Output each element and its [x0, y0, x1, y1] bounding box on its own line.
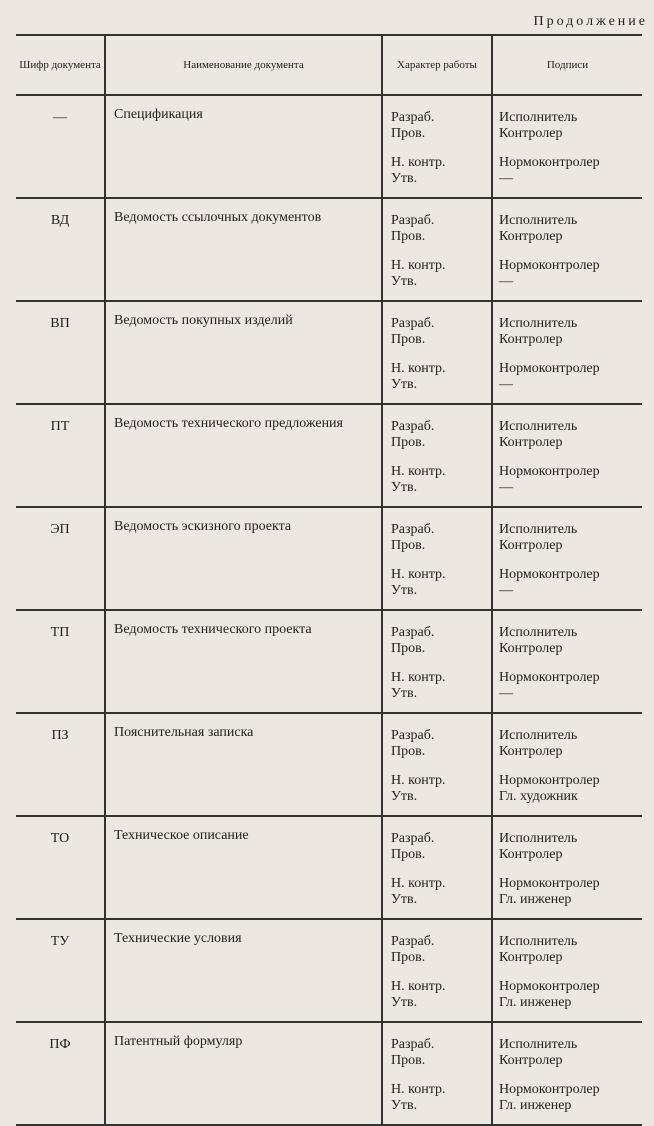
signer-norm-controller: Нормоконтролер: [499, 361, 600, 376]
signer-controller: Контролер: [499, 641, 563, 656]
doc-name-cell: [105, 816, 382, 919]
role-norm-control: Н. контр.: [391, 155, 446, 170]
signer-approver: —: [499, 583, 513, 598]
signer-controller: Контролер: [499, 538, 563, 553]
signer-norm-controller: Нормоконтролер: [499, 876, 600, 891]
signer-norm-controller: Нормоконтролер: [499, 979, 600, 994]
doc-code: ПТ: [50, 419, 70, 434]
signer-executor: Исполнитель: [499, 934, 578, 949]
doc-code-cell: [16, 713, 105, 816]
doc-name: Ведомость эскизного проекта: [114, 519, 292, 534]
doc-name-cell: [105, 713, 382, 816]
role-norm-control: Н. контр.: [391, 876, 446, 891]
doc-name: Ведомость технического проекта: [114, 622, 312, 637]
role-checker: Пров.: [391, 641, 426, 656]
doc-name: Ведомость покупных изделий: [114, 313, 293, 328]
doc-code-cell: [16, 919, 105, 1022]
role-developer: Разраб.: [391, 625, 435, 640]
table-row: [16, 301, 642, 404]
signer-norm-controller: Нормоконтролер: [499, 1082, 600, 1097]
doc-name: Ведомость технического предложения: [114, 416, 343, 431]
signatures-cell: [492, 404, 642, 507]
role-checker: Пров.: [391, 538, 426, 553]
doc-code-cell: [16, 404, 105, 507]
signer-approver: —: [499, 274, 513, 289]
signatures-cell: [492, 919, 642, 1022]
signer-approver: Гл. художник: [499, 789, 578, 804]
doc-name: Техническое описание: [114, 828, 249, 843]
signer-approver: Гл. инженер: [499, 995, 572, 1010]
signer-controller: Контролер: [499, 229, 563, 244]
column-header-signatures: Подписи: [492, 35, 642, 95]
role-norm-control: Н. контр.: [391, 464, 446, 479]
doc-name-cell: [105, 198, 382, 301]
doc-code-cell: [16, 610, 105, 713]
role-developer: Разраб.: [391, 419, 435, 434]
signer-approver: Гл. инженер: [499, 892, 572, 907]
role-checker: Пров.: [391, 332, 426, 347]
role-checker: Пров.: [391, 435, 426, 450]
signer-executor: Исполнитель: [499, 213, 578, 228]
role-approver: Утв.: [391, 377, 418, 392]
documents-table: [16, 34, 642, 1126]
doc-name-cell: [105, 610, 382, 713]
signer-approver: —: [499, 686, 513, 701]
role-checker: Пров.: [391, 744, 426, 759]
signer-approver: —: [499, 377, 513, 392]
doc-code: ЭП: [50, 522, 70, 537]
doc-name-cell: [105, 919, 382, 1022]
role-norm-control: Н. контр.: [391, 361, 446, 376]
signer-executor: Исполнитель: [499, 1037, 578, 1052]
signer-executor: Исполнитель: [499, 831, 578, 846]
doc-code-cell: [16, 301, 105, 404]
signer-executor: Исполнитель: [499, 316, 578, 331]
doc-code: ВП: [50, 316, 70, 331]
signer-executor: Исполнитель: [499, 522, 578, 537]
work-roles-cell: [382, 1022, 492, 1125]
doc-name: Пояснительная записка: [114, 725, 254, 740]
role-developer: Разраб.: [391, 728, 435, 743]
signatures-cell: [492, 816, 642, 919]
signer-controller: Контролер: [499, 332, 563, 347]
role-approver: Утв.: [391, 686, 418, 701]
signer-controller: Контролер: [499, 950, 563, 965]
signatures-cell: [492, 610, 642, 713]
table-row: [16, 507, 642, 610]
table-row: [16, 816, 642, 919]
role-approver: Утв.: [391, 995, 418, 1010]
role-approver: Утв.: [391, 274, 418, 289]
role-norm-control: Н. контр.: [391, 1082, 446, 1097]
work-roles-cell: [382, 816, 492, 919]
role-checker: Пров.: [391, 229, 426, 244]
role-developer: Разраб.: [391, 110, 435, 125]
doc-code: —: [53, 110, 67, 125]
signer-norm-controller: Нормоконтролер: [499, 464, 600, 479]
role-approver: Утв.: [391, 583, 418, 598]
doc-name-cell: [105, 507, 382, 610]
doc-code: ВД: [50, 213, 70, 228]
column-header-code: Шифр документа: [16, 35, 105, 95]
signer-norm-controller: Нормоконтролер: [499, 773, 600, 788]
role-checker: Пров.: [391, 1053, 426, 1068]
signer-approver: —: [499, 171, 513, 186]
signer-controller: Контролер: [499, 847, 563, 862]
table-row: [16, 610, 642, 713]
column-header-name: Наименование документа: [105, 35, 382, 95]
work-roles-cell: [382, 713, 492, 816]
role-checker: Пров.: [391, 126, 426, 141]
doc-code-cell: [16, 95, 105, 198]
signer-controller: Контролер: [499, 435, 563, 450]
doc-name-cell: [105, 95, 382, 198]
signer-norm-controller: Нормоконтролер: [499, 567, 600, 582]
signer-executor: Исполнитель: [499, 110, 578, 125]
signer-executor: Исполнитель: [499, 728, 578, 743]
signer-approver: Гл. инженер: [499, 1098, 572, 1113]
doc-name: Спецификация: [114, 107, 203, 122]
work-roles-cell: [382, 95, 492, 198]
doc-code: ПЗ: [51, 728, 69, 743]
role-approver: Утв.: [391, 892, 418, 907]
doc-code-cell: [16, 198, 105, 301]
table-row: [16, 713, 642, 816]
signer-controller: Контролер: [499, 744, 563, 759]
role-norm-control: Н. контр.: [391, 979, 446, 994]
signer-executor: Исполнитель: [499, 419, 578, 434]
work-roles-cell: [382, 919, 492, 1022]
signatures-cell: [492, 95, 642, 198]
table-header-row: [16, 35, 642, 95]
doc-name: Патентный формуляр: [114, 1034, 243, 1049]
doc-name: Ведомость ссылочных документов: [114, 210, 322, 225]
role-developer: Разраб.: [391, 934, 435, 949]
doc-code: ПФ: [49, 1037, 71, 1052]
column-header-work: Характер работы: [382, 35, 492, 95]
doc-name-cell: [105, 301, 382, 404]
signatures-cell: [492, 507, 642, 610]
role-developer: Разраб.: [391, 316, 435, 331]
table-row: [16, 919, 642, 1022]
table-row: [16, 198, 642, 301]
role-approver: Утв.: [391, 789, 418, 804]
signer-executor: Исполнитель: [499, 625, 578, 640]
signatures-cell: [492, 198, 642, 301]
doc-name-cell: [105, 1022, 382, 1125]
role-developer: Разраб.: [391, 1037, 435, 1052]
role-developer: Разраб.: [391, 831, 435, 846]
table-row: [16, 404, 642, 507]
signer-norm-controller: Нормоконтролер: [499, 670, 600, 685]
signer-controller: Контролер: [499, 1053, 563, 1068]
doc-code-cell: [16, 507, 105, 610]
role-developer: Разраб.: [391, 522, 435, 537]
table-row: [16, 95, 642, 198]
role-checker: Пров.: [391, 847, 426, 862]
role-approver: Утв.: [391, 171, 418, 186]
role-norm-control: Н. контр.: [391, 258, 446, 273]
role-norm-control: Н. контр.: [391, 567, 446, 582]
doc-code: ТУ: [50, 934, 70, 949]
signer-controller: Контролер: [499, 126, 563, 141]
work-roles-cell: [382, 507, 492, 610]
doc-name-cell: [105, 404, 382, 507]
role-norm-control: Н. контр.: [391, 670, 446, 685]
doc-code-cell: [16, 1022, 105, 1125]
doc-code: ТО: [50, 831, 70, 846]
signer-approver: —: [499, 480, 513, 495]
table-row: [16, 1022, 642, 1125]
signatures-cell: [492, 713, 642, 816]
doc-name: Технические условия: [114, 931, 242, 946]
role-checker: Пров.: [391, 950, 426, 965]
role-developer: Разраб.: [391, 213, 435, 228]
continuation-label: Продолжение: [533, 14, 648, 29]
doc-code: ТП: [50, 625, 70, 640]
role-approver: Утв.: [391, 1098, 418, 1113]
work-roles-cell: [382, 301, 492, 404]
work-roles-cell: [382, 610, 492, 713]
work-roles-cell: [382, 404, 492, 507]
signer-norm-controller: Нормоконтролер: [499, 258, 600, 273]
signatures-cell: [492, 1022, 642, 1125]
role-approver: Утв.: [391, 480, 418, 495]
doc-code-cell: [16, 816, 105, 919]
work-roles-cell: [382, 198, 492, 301]
role-norm-control: Н. контр.: [391, 773, 446, 788]
signatures-cell: [492, 301, 642, 404]
signer-norm-controller: Нормоконтролер: [499, 155, 600, 170]
